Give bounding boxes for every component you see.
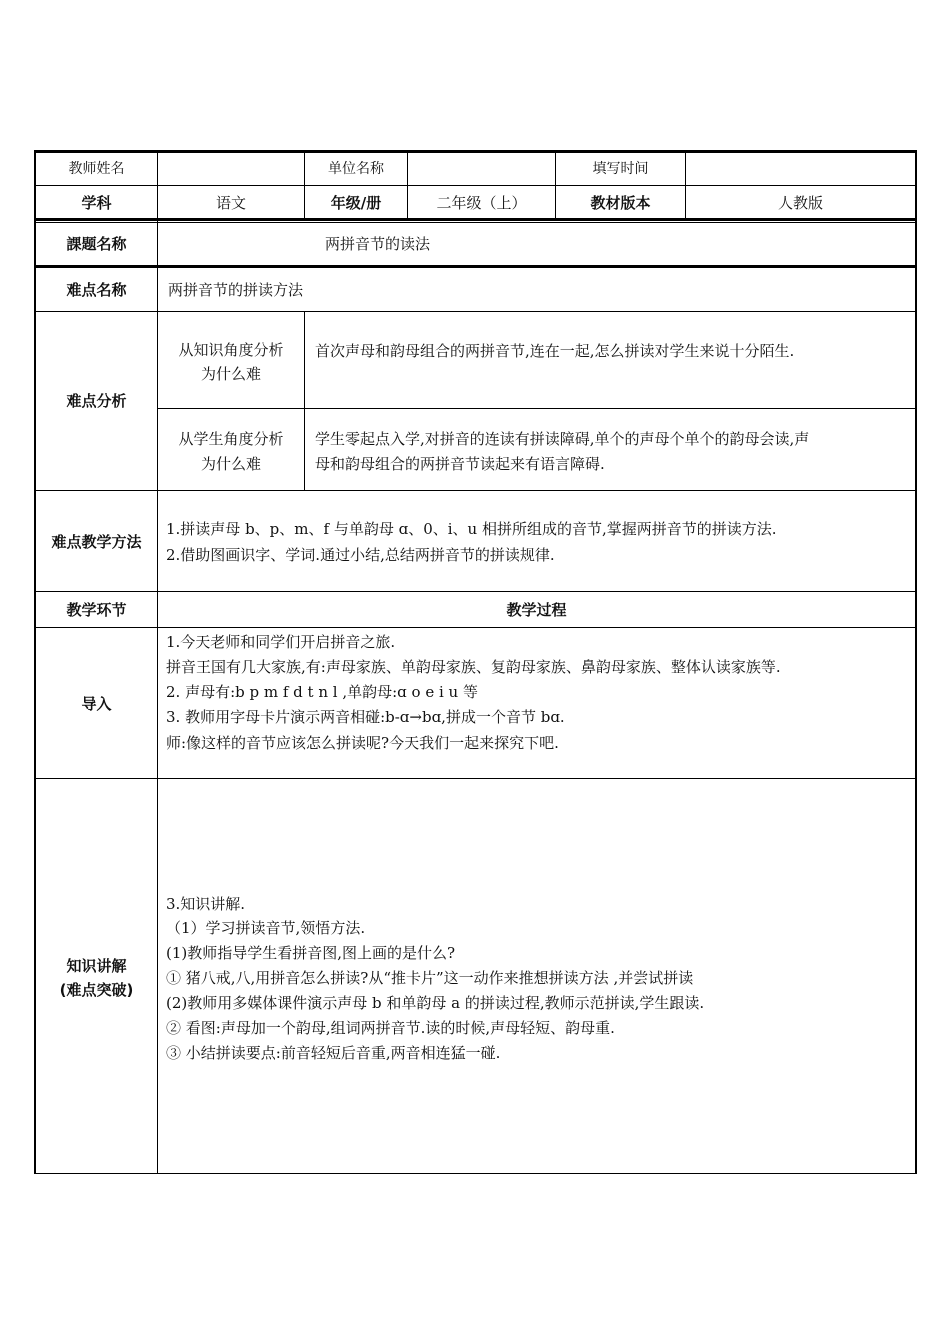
textbook-value: 人教版 [777, 194, 823, 212]
grade-label: 年级/册 [330, 194, 382, 212]
fill-time-label: 填写时间 [592, 161, 649, 177]
intro-text: 3. 教师用字母卡片演示两音相碰:b-ɑ→bɑ,拼成一个音节 bɑ. [166, 708, 565, 726]
teacher-name-label: 教师姓名 [68, 161, 125, 177]
row-divider [34, 591, 917, 592]
student-angle-label: 从学生角度分析 [178, 430, 284, 448]
textbook-label: 教材版本 [590, 194, 651, 212]
table-border-top [34, 150, 917, 153]
knowledge-angle-text: 首次声母和韵母组合的两拼音节,连在一起,怎么拼读对学生来说十分陌生. [315, 342, 795, 360]
row-divider [34, 627, 917, 628]
student-angle-text: 母和韵母组合的两拼音节读起来有语言障碍. [315, 455, 605, 473]
row-divider [34, 222, 917, 223]
subject-value: 语文 [215, 194, 246, 212]
topic-value: 两拼音节的读法 [325, 235, 431, 253]
unit-name-label: 单位名称 [328, 161, 384, 177]
table-border-bottom [34, 1173, 917, 1174]
intro-text: 拼音王国有几大家族,有:声母家族、单韵母家族、复韵母家族、鼻韵母家族、整体认读家族等. [166, 658, 781, 676]
intro-text: 1.今天老师和同学们开启拼音之旅. [166, 633, 396, 651]
difficulty-value: 两拼音节的拼读方法 [168, 281, 304, 299]
row-divider [34, 490, 917, 491]
teaching-process-header: 教学过程 [506, 601, 567, 619]
student-angle-text: 学生零起点入学,对拼音的连读有拼读障碍,单个的声母个单个的韵母会读,声 [315, 430, 810, 448]
column-divider [304, 311, 305, 491]
column-divider [157, 150, 158, 1174]
subject-label: 学科 [81, 194, 112, 212]
row-divider [34, 778, 917, 779]
teaching-step-header: 教学环节 [66, 601, 127, 619]
topic-label: 課题名称 [66, 235, 127, 253]
knowledge-label: (难点突破) [59, 981, 134, 999]
row-divider [157, 408, 917, 409]
table-border-left [34, 150, 36, 1174]
method-text: 2.借助图画识字、学词.通过小结,总结两拼音节的拼读规律. [166, 546, 555, 564]
method-label: 难点教学方法 [51, 533, 142, 551]
analysis-label: 难点分析 [66, 392, 127, 410]
knowledge-angle-label: 从知识角度分析 [178, 341, 284, 359]
row-divider [34, 311, 917, 312]
intro-label: 导入 [81, 695, 112, 713]
difficulty-label: 难点名称 [66, 281, 127, 299]
knowledge-text: (2)教师用多媒体课件演示声母 b 和单韵母 a 的拼读过程,教师示范拼读,学生跟读. [166, 994, 705, 1012]
knowledge-angle-label: 为什么难 [200, 365, 261, 383]
knowledge-text: (1)教师指导学生看拼音图,图上画的是什么? [166, 944, 456, 962]
row-divider [34, 185, 917, 186]
knowledge-text: 3.知识讲解. [166, 895, 246, 913]
intro-text: 师:像这样的音节应该怎么拼读呢?今天我们一起来探究下吧. [166, 734, 559, 752]
table-border-right [915, 150, 917, 1174]
knowledge-text: ① 猪八戒,八,用拼音怎么拼读?从“推卡片”这一动作来推想拼读方法 ,并尝试拼读 [166, 969, 694, 987]
method-text: 1.拼读声母 b、p、m、f 与单韵母 ɑ、0、i、u 相拼所组成的音节,掌握两拼音节的拼读方法. [166, 520, 777, 538]
knowledge-text: ③ 小结拼读要点:前音轻短后音重,两音相连猛一碰. [166, 1044, 501, 1062]
grade-value: 二年级（上） [436, 194, 527, 212]
knowledge-label: 知识讲解 [66, 957, 127, 975]
student-angle-label: 为什么难 [200, 455, 261, 473]
knowledge-text: ② 看图:声母加一个韵母,组词两拼音节.读的时候,声母轻短、韵母重. [166, 1019, 615, 1037]
knowledge-text: （1）学习拼读音节,领悟方法. [166, 919, 366, 937]
intro-text: 2. 声母有:b p m f d t n l ,单韵母:ɑ o e i u 等 [166, 683, 478, 701]
row-divider [34, 218, 917, 221]
row-divider [34, 265, 917, 268]
